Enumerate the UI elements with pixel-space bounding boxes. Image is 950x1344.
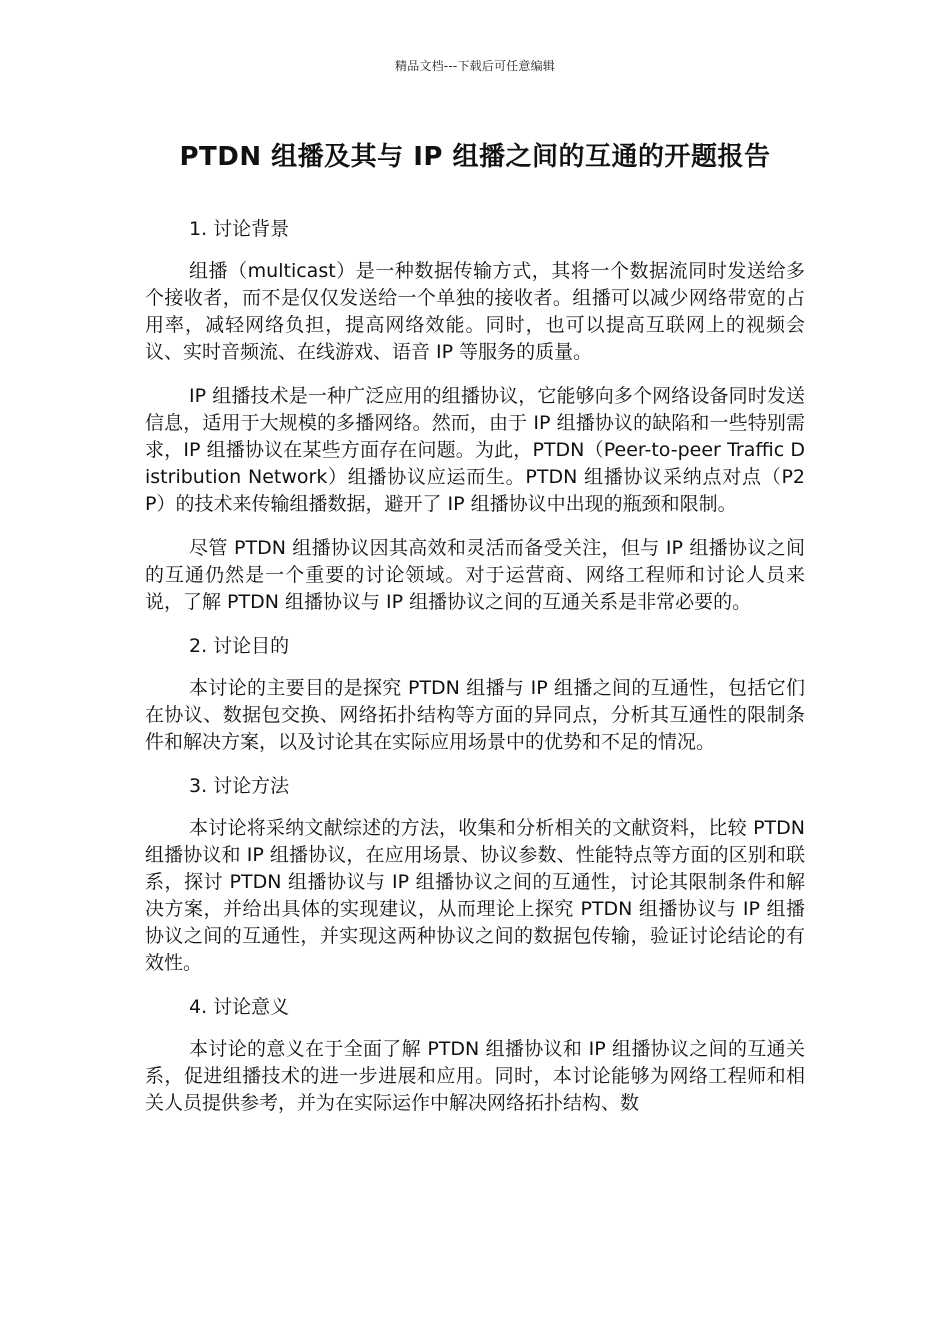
paragraph: 本讨论的意义在于全面了解 PTDN 组播协议和 IP 组播协议之间的互通关系，促进组播技术的进一步进展和应用。同时，本讨论能够为网络工程师和相关人员提供参考，并为在实际运作中解决网络拓扑结构、数 [145, 1038, 805, 1114]
document-title: PTDN 组播及其与 IP 组播之间的互通的开题报告 [179, 142, 771, 172]
paragraph: 组播（multicast）是一种数据传输方式，其将一个数据流同时发送给多个接收者，而不是仅仅发送给一个单独的接收者。组播可以减少网络带宽的占用率，减轻网络负担，提高网络效能。同时，也可以提高互联网上的视频会议、实时音频流、在线游戏、语音 IP 等服务的质量。 [145, 260, 805, 363]
document-body [145, 216, 805, 1134]
paragraph: IP 组播技术是一种广泛应用的组播协议，它能够向多个网络设备同时发送信息，适用于大规模的多播网络。然而，由于 IP 组播协议的缺陷和一些特别需求，IP 组播协议在某些方面存在问题。为此，PTDN（Peer-to-peer Traffic Distribution Network）组播协议应运而生。PTDN 组播协议采纳点对点（P2P）的技术来传输组播数据，避开了 IP 组播协议中出现的瓶颈和限制。 [145, 385, 805, 515]
section-heading: 2. 讨论目的 [189, 635, 290, 657]
section-significance [145, 994, 805, 1117]
paragraph: 本讨论的主要目的是探究 PTDN 组播与 IP 组播之间的互通性，包括它们在协议、数据包交换、网络拓扑结构等方面的异同点，分析其互通性的限制条件和解决方案，以及讨论其在实际应用场景中的优势和不足的情况。 [145, 677, 805, 753]
section-heading: 3. 讨论方法 [189, 775, 290, 797]
header-note: 精品文档---下载后可任意编辑 [395, 59, 555, 73]
section-background [145, 216, 805, 616]
paragraph: 尽管 PTDN 组播协议因其高效和灵活而备受关注，但与 IP 组播协议之间的互通仍然是一个重要的讨论领域。对于运营商、网络工程师和讨论人员来说，了解 PTDN 组播协议与 IP 组播协议之间的互通关系是非常必要的。 [145, 537, 805, 613]
section-purpose [145, 633, 805, 756]
paragraph: 本讨论将采纳文献综述的方法，收集和分析相关的文献资料，比较 PTDN 组播协议和 IP 组播协议，在应用场景、协议参数、性能特点等方面的区别和联系，探讨 PTDN 组播协议与 IP 组播协议之间的互通性，讨论其限制条件和解决方案，并给出具体的实现建议，从而理论上探究 PTDN 组播协议与 IP 组播协议之间的互通性，并实现这两种协议之间的数据包传输，验证讨论结论的有效性。 [145, 817, 805, 974]
section-method [145, 773, 805, 977]
section-heading: 4. 讨论意义 [189, 996, 290, 1018]
section-heading: 1. 讨论背景 [189, 218, 290, 240]
